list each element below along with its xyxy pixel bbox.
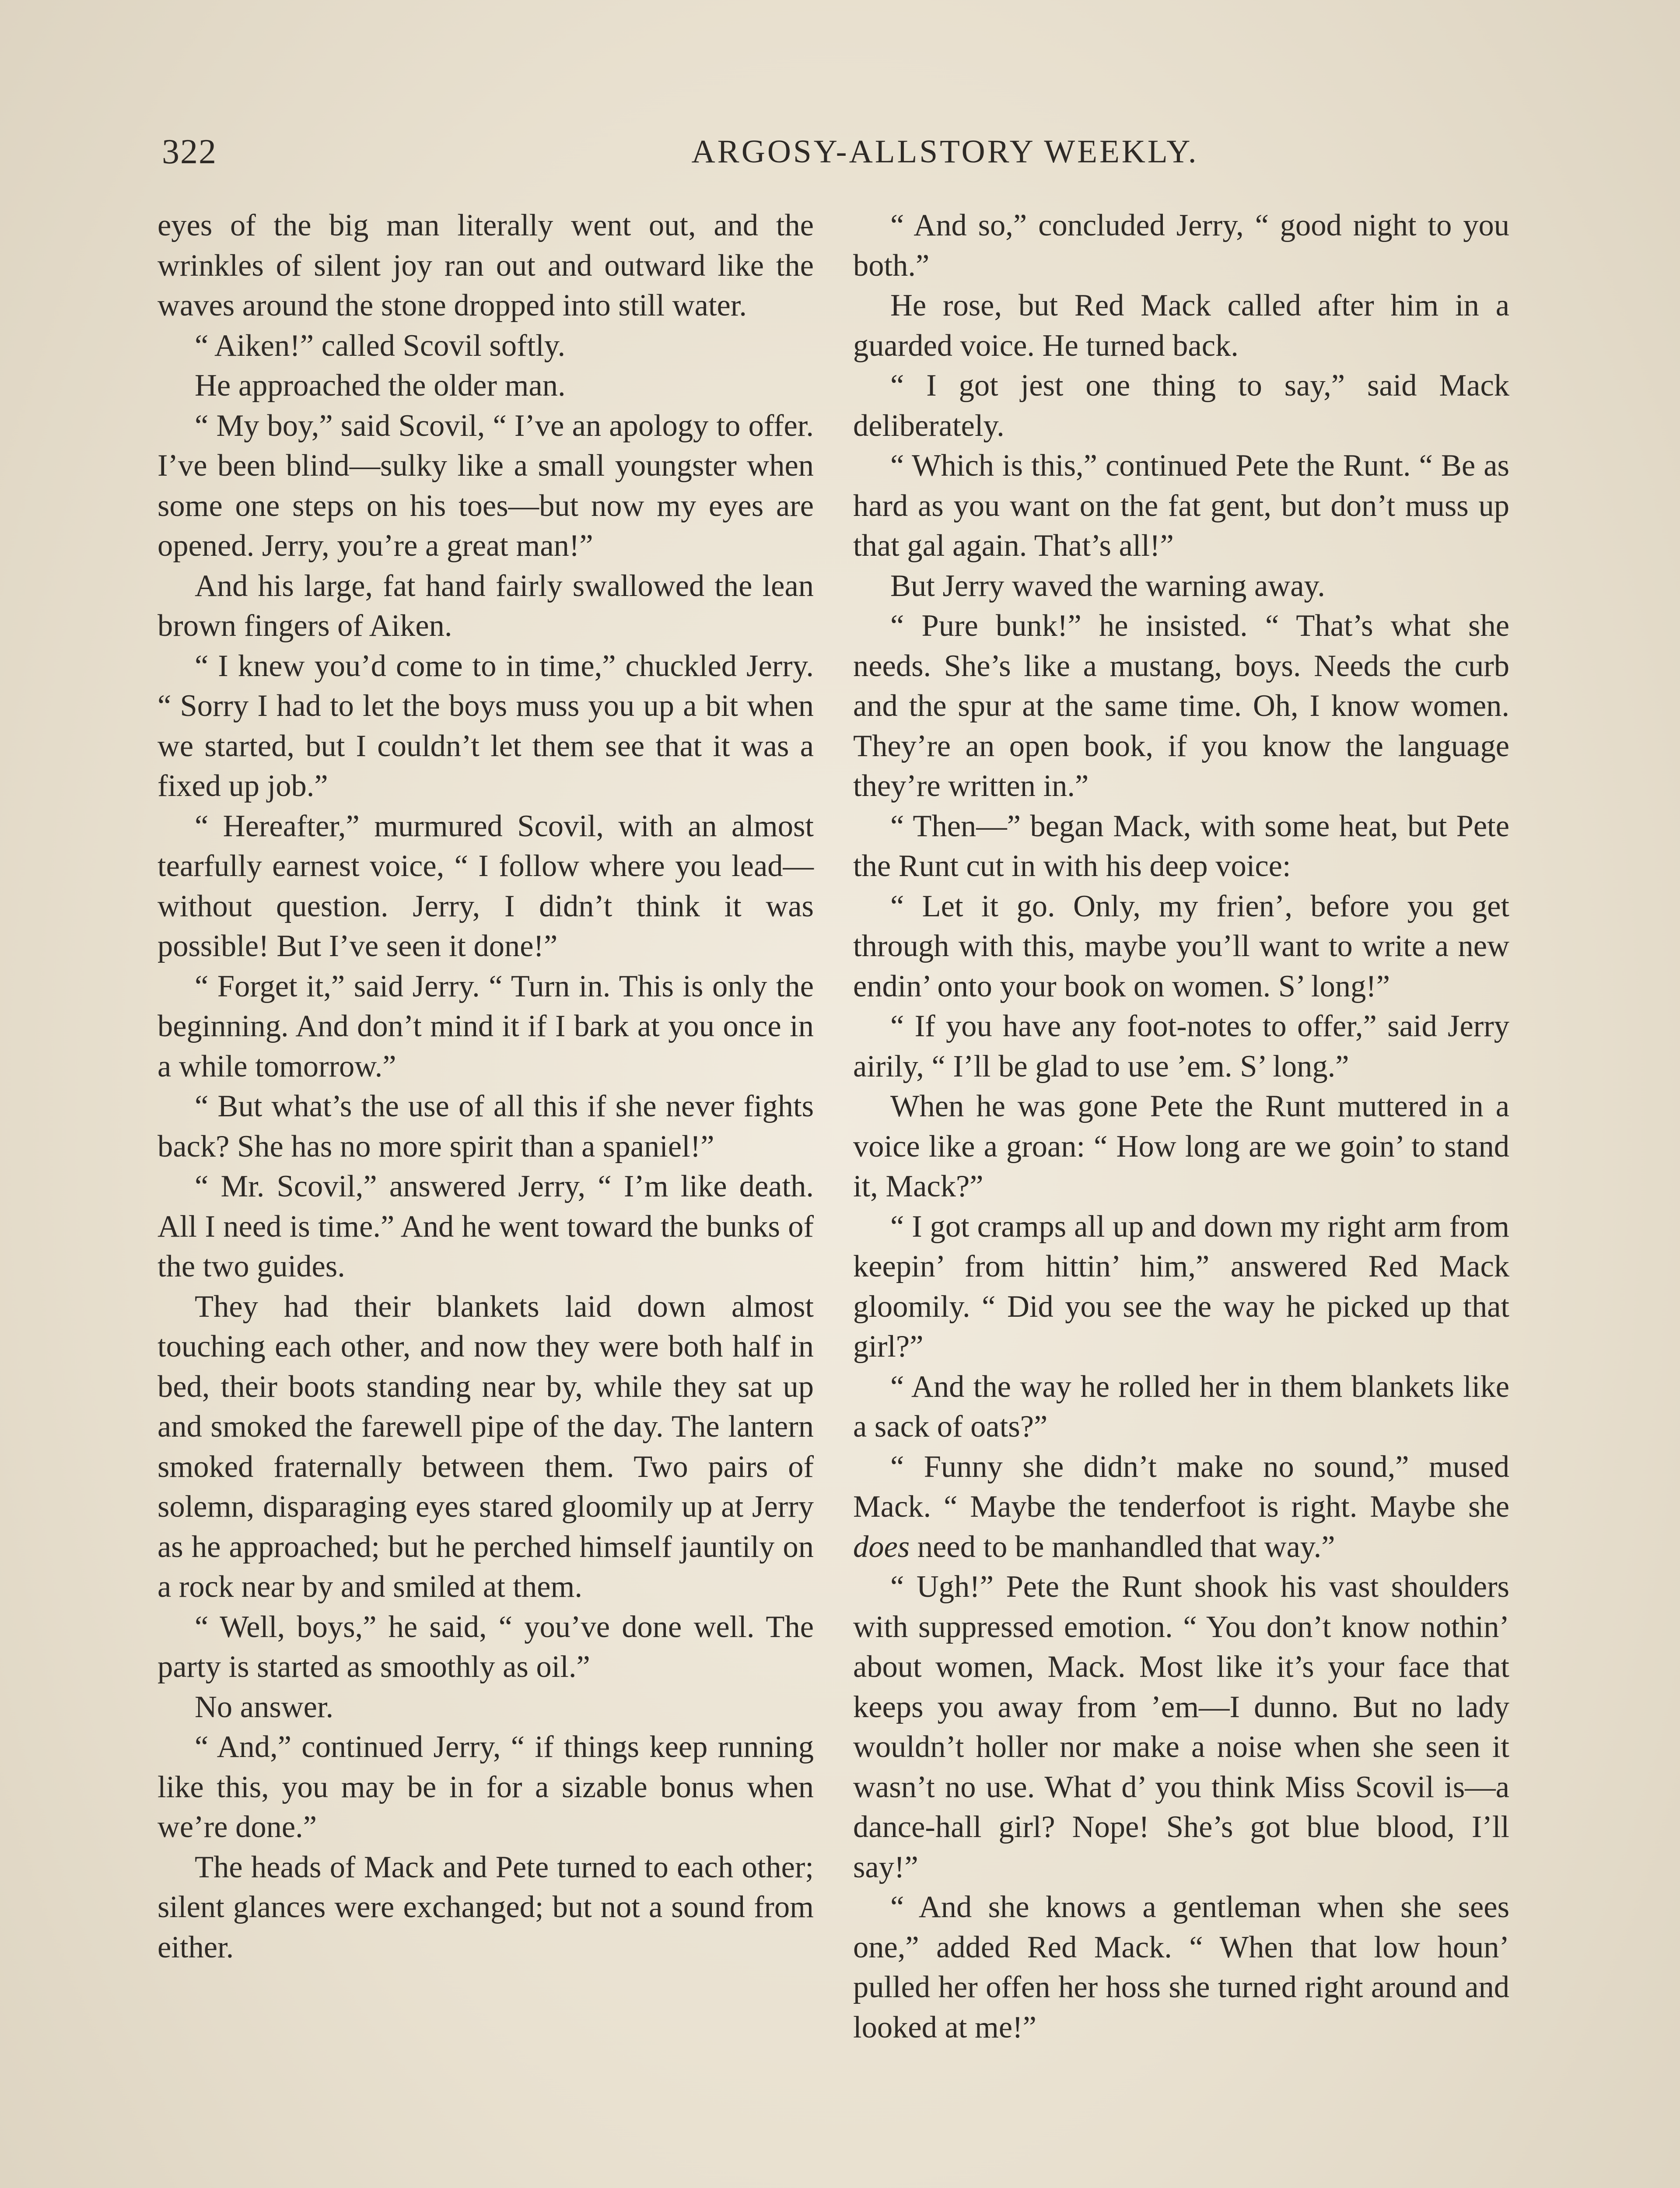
paragraph: “ But what’s the use of all this if she never fights back? She has no more spirit than a spaniel!” <box>158 1089 814 1164</box>
paragraph: “ And so,” concluded Jerry, “ good night to you both.” <box>853 208 1509 283</box>
paragraph: “ I knew you’d come to in time,” chuckled Jerry. “ Sorry I had to let the boys muss you up a bit when we started, but I couldn’t let them see that it was a fixed up job.” <box>158 649 814 803</box>
paragraph: “ And she knows a gentleman when she sees one,” added Red Mack. “ When that low houn’ pulled her offen her hoss she turned right around and looked at me!” <box>853 1890 1509 2044</box>
paragraph: “ Forget it,” said Jerry. “ Turn in. This is only the beginning. And don’t mind it if I bark at you once in a while tomorrow.” <box>158 969 814 1083</box>
paragraph-text: need to be manhandled that way.” <box>910 1529 1335 1564</box>
paragraph: “ And the way he rolled her in them blankets like a sack of oats?” <box>853 1369 1509 1444</box>
paragraph: “ Pure bunk!” he insisted. “ That’s what she needs. She’s like a mustang, boys. Needs the curb and the spur at the same time. Oh, I know women. They’re an open book, if you know the language they’re written in.” <box>853 609 1509 803</box>
right-column <box>853 206 1509 2048</box>
paragraph: But Jerry waved the warning away. <box>890 568 1325 603</box>
page-number: 322 <box>162 133 217 171</box>
paragraph: eyes of the big man literally went out, and the wrinkles of silent joy ran out and outward like the waves around the stone dropped into still water. <box>158 208 814 323</box>
paragraph: The heads of Mack and Pete turned to each other; silent glances were exchanged; but not a sound from either. <box>158 1850 814 1964</box>
paragraph: “ Then—” began Mack, with some heat, but Pete the Runt cut in with his deep voice: <box>853 809 1509 883</box>
paragraph: He approached the older man. <box>195 368 566 403</box>
paragraph: “ Mr. Scovil,” answered Jerry, “ I’m like death. All I need is time.” And he went toward the bunks of the two guides. <box>158 1169 814 1283</box>
emphasis-text: does <box>853 1529 910 1564</box>
paragraph: “ Ugh!” Pete the Runt shook his vast shoulders with suppressed emotion. “ You don’t know nothin’ about women, Mack. Most like it’s your face that keeps you away from ’em—I dunno. But no lady wouldn’t holler nor make a noise when she seen it wasn’t no use. What d’ you think Miss Scovil is—a dance-hall girl? Nope! She’s got blue blood, I’ll say!” <box>853 1570 1509 1884</box>
paragraph: “ And,” continued Jerry, “ if things keep running like this, you may be in for a sizable bonus when we’re done.” <box>158 1730 814 1844</box>
running-title: ARGOSY-ALLSTORY WEEKLY. <box>691 133 1199 170</box>
paragraph: “ I got cramps all up and down my right arm from keepin’ from hittin’ him,” answered Red Mack gloomily. “ Did you see the way he picked up that girl?” <box>853 1209 1509 1364</box>
paragraph: And his large, fat hand fairly swallowed the lean brown fingers of Aiken. <box>158 568 814 643</box>
paragraph: He rose, but Red Mack called after him in a guarded voice. He turned back. <box>853 288 1509 363</box>
paragraph: “ My boy,” said Scovil, “ I’ve an apology to offer. I’ve been blind—sulky like a small youngster when some one steps on his toes—but now my eyes are opened. Jerry, you’re a great man!” <box>158 408 814 563</box>
page-header <box>162 128 1518 176</box>
paragraph-text: “ Funny she didn’t make no sound,” mused Mack. “ Maybe the tenderfoot is right. Maybe she <box>853 1449 1509 1524</box>
paragraph: “ Which is this,” continued Pete the Runt. “ Be as hard as you want on the fat gent, but don’t muss up that gal again. That’s all!” <box>853 449 1509 563</box>
paragraph: “ If you have any foot-notes to offer,” said Jerry airily, “ I’ll be glad to use ’em. S’ long.” <box>853 1009 1509 1083</box>
paragraph: “ Well, boys,” he said, “ you’ve done well. The party is started as smoothly as oil.” <box>158 1609 814 1684</box>
paragraph: “ Hereafter,” murmured Scovil, with an almost tearfully earnest voice, “ I follow where you lead—without question. Jerry, I didn’t think it was possible! But I’ve seen it done!” <box>158 809 814 963</box>
paragraph: They had their blankets laid down almost touching each other, and now they were both half in bed, their boots standing near by, while they sat up and smoked the farewell pipe of the day. The lantern smoked fraternally between them. Two pairs of solemn, disparaging eyes stared gloomily up at Jerry as he approached; but he perched himself jauntily on a rock near by and smiled at them. <box>158 1289 814 1604</box>
paragraph: No answer. <box>195 1690 334 1724</box>
paragraph: “ Aiken!” called Scovil softly. <box>195 328 566 363</box>
paragraph: When he was gone Pete the Runt muttered in a voice like a groan: “ How long are we goin’ to stand it, Mack?” <box>853 1089 1509 1203</box>
paragraph: “ I got jest one thing to say,” said Mack deliberately. <box>853 368 1509 443</box>
left-column <box>158 206 814 1967</box>
paragraph-with-emphasis <box>853 1447 1509 1567</box>
paragraph: “ Let it go. Only, my frien’, before you get through with this, maybe you’ll want to write a new endin’ onto your book on women. S’ long!” <box>853 889 1509 1003</box>
